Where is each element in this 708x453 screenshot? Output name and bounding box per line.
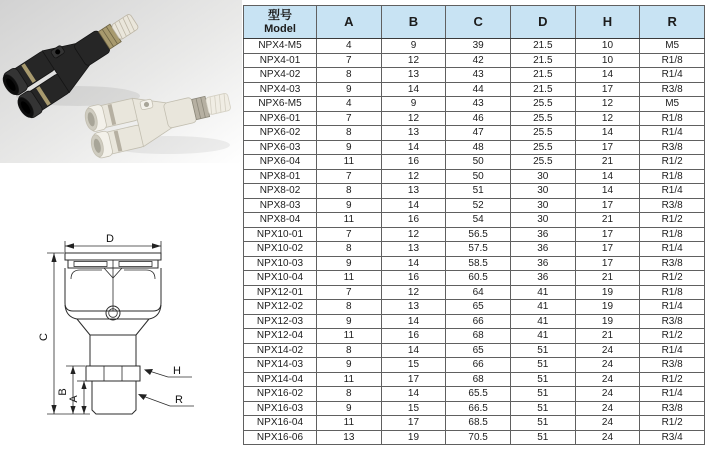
value-cell: 14	[381, 343, 446, 358]
value-cell: 14	[381, 198, 446, 213]
value-cell: 17	[575, 242, 640, 257]
value-cell: 70.5	[446, 430, 511, 445]
value-cell: R1/2	[640, 416, 705, 431]
model-cell: NPX4-03	[244, 82, 317, 97]
value-cell: 25.5	[510, 97, 575, 112]
value-cell: R1/8	[640, 285, 705, 300]
spec-table-body	[244, 39, 705, 445]
table-row	[244, 53, 705, 68]
model-cell: NPX10-03	[244, 256, 317, 271]
value-cell: 43	[446, 68, 511, 83]
dim-label-c: C	[38, 333, 50, 341]
table-row	[244, 416, 705, 431]
model-cell: NPX16-04	[244, 416, 317, 431]
table-row	[244, 300, 705, 315]
model-cell: NPX6-03	[244, 140, 317, 155]
value-cell: R1/8	[640, 111, 705, 126]
value-cell: 66	[446, 358, 511, 373]
value-cell: 36	[510, 227, 575, 242]
value-cell: 9	[317, 314, 382, 329]
model-cell: NPX10-01	[244, 227, 317, 242]
value-cell: 14	[381, 82, 446, 97]
value-cell: 21.5	[510, 68, 575, 83]
value-cell: 51	[510, 430, 575, 445]
model-cell: NPX4-01	[244, 53, 317, 68]
value-cell: 68	[446, 329, 511, 344]
value-cell: 16	[381, 213, 446, 228]
spec-table-wrap	[243, 5, 705, 445]
value-cell: 44	[446, 82, 511, 97]
value-cell: 36	[510, 256, 575, 271]
value-cell: 11	[317, 213, 382, 228]
value-cell: 12	[381, 227, 446, 242]
value-cell: 10	[575, 53, 640, 68]
value-cell: 57.5	[446, 242, 511, 257]
product-photo	[0, 0, 242, 163]
value-cell: 36	[510, 271, 575, 286]
value-cell: 19	[575, 314, 640, 329]
value-cell: R1/4	[640, 387, 705, 402]
table-row	[244, 372, 705, 387]
table-row	[244, 387, 705, 402]
value-cell: R1/4	[640, 68, 705, 83]
value-cell: R1/8	[640, 227, 705, 242]
value-cell: R1/4	[640, 300, 705, 315]
value-cell: 64	[446, 285, 511, 300]
value-cell: 7	[317, 111, 382, 126]
value-cell: 13	[317, 430, 382, 445]
value-cell: 12	[381, 53, 446, 68]
table-row	[244, 198, 705, 213]
value-cell: 24	[575, 387, 640, 402]
value-cell: 41	[510, 300, 575, 315]
table-row	[244, 213, 705, 228]
model-cell: NPX12-01	[244, 285, 317, 300]
value-cell: 50	[446, 169, 511, 184]
value-cell: 41	[510, 285, 575, 300]
table-row	[244, 82, 705, 97]
value-cell: 19	[575, 285, 640, 300]
table-row	[244, 184, 705, 199]
table-row	[244, 169, 705, 184]
model-cell: NPX8-02	[244, 184, 317, 199]
table-row	[244, 256, 705, 271]
value-cell: 25.5	[510, 140, 575, 155]
value-cell: 51	[510, 416, 575, 431]
model-cell: NPX14-02	[244, 343, 317, 358]
value-cell: 17	[381, 416, 446, 431]
value-cell: 9	[317, 358, 382, 373]
value-cell: 14	[381, 314, 446, 329]
value-cell: R1/2	[640, 155, 705, 170]
value-cell: 68.5	[446, 416, 511, 431]
model-cell: NPX12-03	[244, 314, 317, 329]
dim-label-b: B	[57, 388, 69, 396]
value-cell: 41	[510, 329, 575, 344]
value-cell: 11	[317, 155, 382, 170]
table-header-row	[244, 6, 705, 39]
value-cell: 51	[510, 387, 575, 402]
value-cell: 7	[317, 53, 382, 68]
value-cell: 14	[575, 184, 640, 199]
value-cell: 24	[575, 372, 640, 387]
value-cell: R1/2	[640, 329, 705, 344]
table-row	[244, 97, 705, 112]
value-cell: R1/2	[640, 271, 705, 286]
value-cell: 7	[317, 227, 382, 242]
value-cell: R1/2	[640, 372, 705, 387]
value-cell: 13	[381, 300, 446, 315]
table-row	[244, 271, 705, 286]
value-cell: 65	[446, 300, 511, 315]
value-cell: 36	[510, 242, 575, 257]
value-cell: 14	[575, 126, 640, 141]
value-cell: 12	[575, 111, 640, 126]
value-cell: 30	[510, 184, 575, 199]
value-cell: 14	[381, 140, 446, 155]
model-cell: NPX4-02	[244, 68, 317, 83]
value-cell: 24	[575, 430, 640, 445]
model-cell: NPX10-04	[244, 271, 317, 286]
spec-table	[243, 5, 705, 445]
model-cell: NPX16-02	[244, 387, 317, 402]
value-cell: 68	[446, 372, 511, 387]
value-cell: 12	[575, 97, 640, 112]
dim-label-a: A	[68, 395, 80, 403]
table-row	[244, 242, 705, 257]
value-cell: 8	[317, 387, 382, 402]
value-cell: 52	[446, 198, 511, 213]
model-cell: NPX6-01	[244, 111, 317, 126]
model-cell: NPX16-06	[244, 430, 317, 445]
value-cell: 17	[575, 256, 640, 271]
value-cell: R3/8	[640, 256, 705, 271]
model-cell: NPX8-04	[244, 213, 317, 228]
value-cell: 65	[446, 343, 511, 358]
value-cell: 9	[317, 401, 382, 416]
model-cell: NPX12-02	[244, 300, 317, 315]
value-cell: 24	[575, 416, 640, 431]
model-cell: NPX8-03	[244, 198, 317, 213]
value-cell: 21.5	[510, 82, 575, 97]
table-row	[244, 227, 705, 242]
value-cell: 9	[317, 140, 382, 155]
value-cell: R3/8	[640, 82, 705, 97]
value-cell: R1/4	[640, 242, 705, 257]
value-cell: 13	[381, 68, 446, 83]
model-cell: NPX6-04	[244, 155, 317, 170]
value-cell: 17	[575, 140, 640, 155]
table-row	[244, 401, 705, 416]
value-cell: 8	[317, 126, 382, 141]
value-cell: 51	[510, 358, 575, 373]
value-cell: 25.5	[510, 111, 575, 126]
header-cell-c: C	[446, 6, 511, 39]
value-cell: 8	[317, 300, 382, 315]
value-cell: R3/8	[640, 401, 705, 416]
value-cell: 24	[575, 401, 640, 416]
value-cell: R1/2	[640, 213, 705, 228]
value-cell: 51	[510, 401, 575, 416]
table-row	[244, 285, 705, 300]
value-cell: 21.5	[510, 53, 575, 68]
value-cell: 25.5	[510, 126, 575, 141]
header-cell-model	[244, 6, 317, 39]
table-row	[244, 155, 705, 170]
value-cell: 21	[575, 271, 640, 286]
value-cell: 14	[381, 256, 446, 271]
value-cell: 21	[575, 155, 640, 170]
header-model-en: Model	[264, 22, 296, 35]
value-cell: 8	[317, 242, 382, 257]
dimension-diagram	[0, 163, 242, 453]
table-row	[244, 39, 705, 54]
value-cell: 13	[381, 242, 446, 257]
model-cell: NPX6-M5	[244, 97, 317, 112]
dim-label-r: R	[175, 394, 183, 406]
value-cell: 7	[317, 285, 382, 300]
left-panel	[0, 0, 242, 453]
value-cell: 11	[317, 271, 382, 286]
value-cell: 8	[317, 68, 382, 83]
value-cell: R1/8	[640, 169, 705, 184]
value-cell: 21	[575, 213, 640, 228]
value-cell: M5	[640, 39, 705, 54]
value-cell: 51	[510, 343, 575, 358]
model-cell: NPX14-04	[244, 372, 317, 387]
value-cell: 41	[510, 314, 575, 329]
value-cell: 39	[446, 39, 511, 54]
value-cell: R3/8	[640, 140, 705, 155]
value-cell: 12	[381, 169, 446, 184]
value-cell: R3/8	[640, 314, 705, 329]
table-row	[244, 343, 705, 358]
table-row	[244, 111, 705, 126]
dim-label-h: H	[173, 365, 181, 377]
value-cell: R1/4	[640, 184, 705, 199]
value-cell: 47	[446, 126, 511, 141]
value-cell: 12	[381, 285, 446, 300]
value-cell: 7	[317, 169, 382, 184]
value-cell: 8	[317, 184, 382, 199]
header-model-zh: 型号	[267, 8, 292, 23]
value-cell: 17	[381, 372, 446, 387]
value-cell: R3/8	[640, 198, 705, 213]
value-cell: 9	[317, 198, 382, 213]
value-cell: 17	[575, 227, 640, 242]
value-cell: 17	[575, 82, 640, 97]
model-cell: NPX6-02	[244, 126, 317, 141]
value-cell: 16	[381, 155, 446, 170]
table-row	[244, 430, 705, 445]
model-cell: NPX14-03	[244, 358, 317, 373]
value-cell: 13	[381, 184, 446, 199]
value-cell: M5	[640, 97, 705, 112]
value-cell: 14	[381, 387, 446, 402]
value-cell: 58.5	[446, 256, 511, 271]
model-cell: NPX12-04	[244, 329, 317, 344]
value-cell: 4	[317, 39, 382, 54]
value-cell: 51	[446, 184, 511, 199]
model-cell: NPX16-03	[244, 401, 317, 416]
product-photo-image	[0, 0, 242, 163]
value-cell: 66	[446, 314, 511, 329]
value-cell: 16	[381, 329, 446, 344]
model-cell: NPX4-M5	[244, 39, 317, 54]
value-cell: R3/8	[640, 358, 705, 373]
value-cell: 11	[317, 416, 382, 431]
value-cell: 9	[381, 97, 446, 112]
value-cell: 21.5	[510, 39, 575, 54]
value-cell: 48	[446, 140, 511, 155]
header-cell-r: R	[640, 6, 705, 39]
value-cell: R3/4	[640, 430, 705, 445]
header-cell-b: B	[381, 6, 446, 39]
value-cell: 14	[575, 68, 640, 83]
value-cell: 11	[317, 372, 382, 387]
value-cell: 42	[446, 53, 511, 68]
value-cell: 56.5	[446, 227, 511, 242]
dimension-diagram-image	[0, 163, 242, 453]
value-cell: 9	[317, 256, 382, 271]
value-cell: 12	[381, 111, 446, 126]
value-cell: 51	[510, 372, 575, 387]
value-cell: 30	[510, 198, 575, 213]
table-row	[244, 358, 705, 373]
value-cell: R1/8	[640, 53, 705, 68]
value-cell: 16	[381, 271, 446, 286]
value-cell: 10	[575, 39, 640, 54]
value-cell: 11	[317, 329, 382, 344]
header-cell-h: H	[575, 6, 640, 39]
value-cell: 30	[510, 213, 575, 228]
value-cell: 8	[317, 343, 382, 358]
value-cell: R1/4	[640, 126, 705, 141]
model-cell: NPX8-01	[244, 169, 317, 184]
value-cell: 25.5	[510, 155, 575, 170]
table-row	[244, 140, 705, 155]
value-cell: 24	[575, 343, 640, 358]
value-cell: 9	[317, 82, 382, 97]
table-row	[244, 126, 705, 141]
value-cell: 65.5	[446, 387, 511, 402]
value-cell: 21	[575, 329, 640, 344]
table-row	[244, 314, 705, 329]
value-cell: 19	[381, 430, 446, 445]
header-cell-d: D	[510, 6, 575, 39]
value-cell: 50	[446, 155, 511, 170]
value-cell: 60.5	[446, 271, 511, 286]
value-cell: 30	[510, 169, 575, 184]
value-cell: 15	[381, 401, 446, 416]
value-cell: 17	[575, 198, 640, 213]
table-row	[244, 329, 705, 344]
value-cell: 43	[446, 97, 511, 112]
value-cell: 54	[446, 213, 511, 228]
table-row	[244, 68, 705, 83]
dim-label-d: D	[106, 233, 114, 245]
value-cell: R1/4	[640, 343, 705, 358]
value-cell: 4	[317, 97, 382, 112]
header-cell-a: A	[317, 6, 382, 39]
model-cell: NPX10-02	[244, 242, 317, 257]
value-cell: 9	[381, 39, 446, 54]
value-cell: 66.5	[446, 401, 511, 416]
value-cell: 13	[381, 126, 446, 141]
value-cell: 46	[446, 111, 511, 126]
value-cell: 24	[575, 358, 640, 373]
value-cell: 14	[575, 169, 640, 184]
value-cell: 15	[381, 358, 446, 373]
value-cell: 19	[575, 300, 640, 315]
